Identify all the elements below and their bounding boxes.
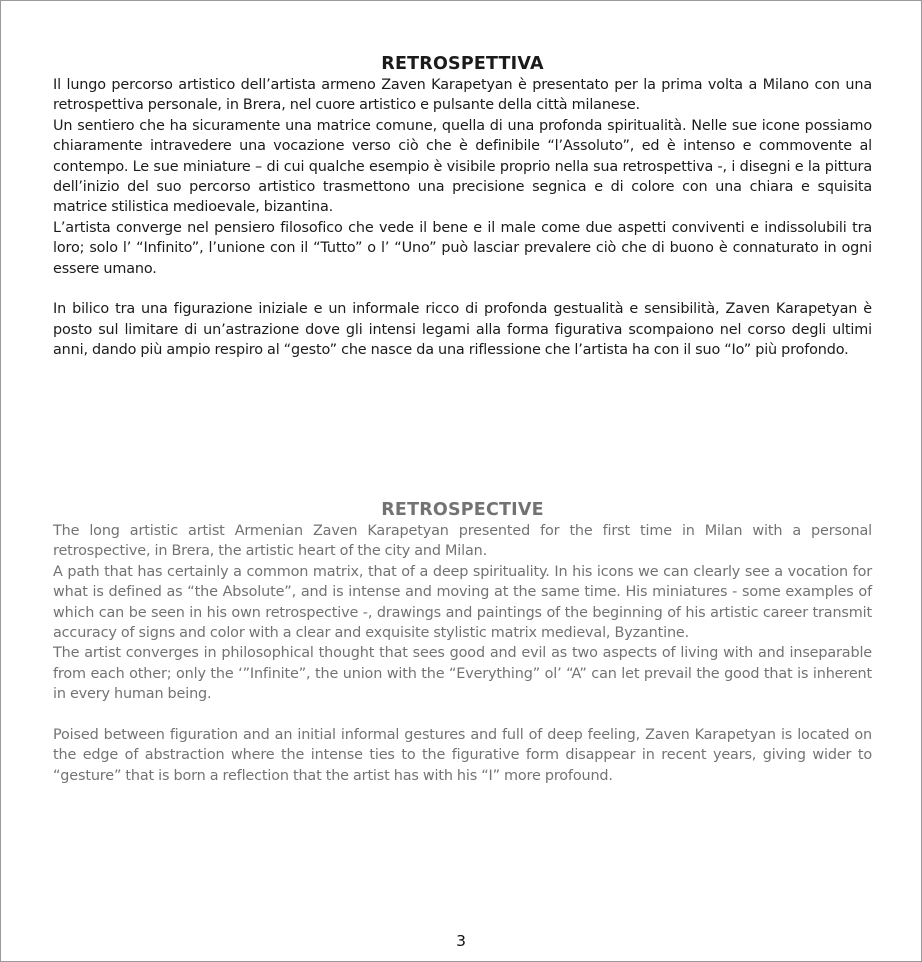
italian-paragraph-2: Un sentiero che ha sicuramente una matrice comune, quella di una profonda spiritualità. Nelle sue icone possiamo chiaramente intravedere una vocazione verso ciò che è definibile “l’Assoluto”, ed è intenso e commovente al contempo. Le sue miniature – di cui qualche esempio è visibile proprio nella sua retrospettiva -, i disegni e la pittura dell’inizio del suo percorso artistico trasmettono una precisione segnica e di colore con una chiara e squisita matrice stilistica medioevale, bizantina. (53, 117, 872, 216)
italian-title: RETROSPETTIVA (381, 54, 544, 74)
italian-section (53, 53, 872, 361)
english-section (53, 499, 872, 786)
english-title: RETROSPECTIVE (381, 500, 544, 520)
page-number: 3 (456, 932, 466, 950)
paragraph-spacer (53, 705, 872, 725)
english-paragraph-2: A path that has certainly a common matrix, that of a deep spirituality. In his icons we can clearly see a vocation for what is defined as “the Absolute”, and is intense and moving at the same time. His miniatures - some examples of which can be seen in his own retrospective -, drawings and paintings of the beginning of his artistic career transmit accuracy of signs and color with a clear and exquisite stylistic matrix medieval, Byzantine. (53, 563, 872, 642)
italian-paragraph-4: In bilico tra una figurazione iniziale e un informale ricco di profonda gestualità e sensibilità, Zaven Karapetyan è posto sul limitare di un’astrazione dove gli intensi legami alla forma figurativa scompaiono nel corso degli ultimi anni, dando più ampio respiro al “gesto” che nasce da una riflessione che l’artista ha con il suo “Io” più profondo. (53, 301, 872, 359)
paragraph-spacer (53, 279, 872, 299)
english-paragraph-4: Poised between figuration and an initial informal gestures and full of deep feeling, Zaven Karapetyan is located on the edge of abstraction where the intense ties to the figurative form disappear in recent years, giving wider to “gesture” that is born a reflection that the artist has with his “I” more profound. (53, 727, 872, 784)
english-paragraph-3: The artist converges in philosophical thought that sees good and evil as two aspects of living with and inseparable from each other; only the ‘”Infinite”, the union with the “Everything” ol’ “A” can let prevail the good that is inherent in every human being. (53, 645, 872, 703)
italian-paragraph-3: L’artista converge nel pensiero filosofico che vede il bene e il male come due aspetti conviventi e indissolubili tra loro; solo l’ “Infinito”, l’unione con il “Tutto” o l’ “Uno” può lasciar prevalere ciò che di buono è connaturato in ogni essere umano. (53, 219, 872, 277)
italian-paragraph-1: Il lungo percorso artistico dell’artista armeno Zaven Karapetyan è presentato per la prima volta a Milano con una retrospettiva personale, in Brera, nel cuore artistico e pulsante della città milanese. (53, 77, 872, 114)
english-paragraph-1: The long artistic artist Armenian Zaven Karapetyan presented for the first time in Milan with a personal retrospective, in Brera, the artistic heart of the city and Milan. (53, 523, 872, 560)
